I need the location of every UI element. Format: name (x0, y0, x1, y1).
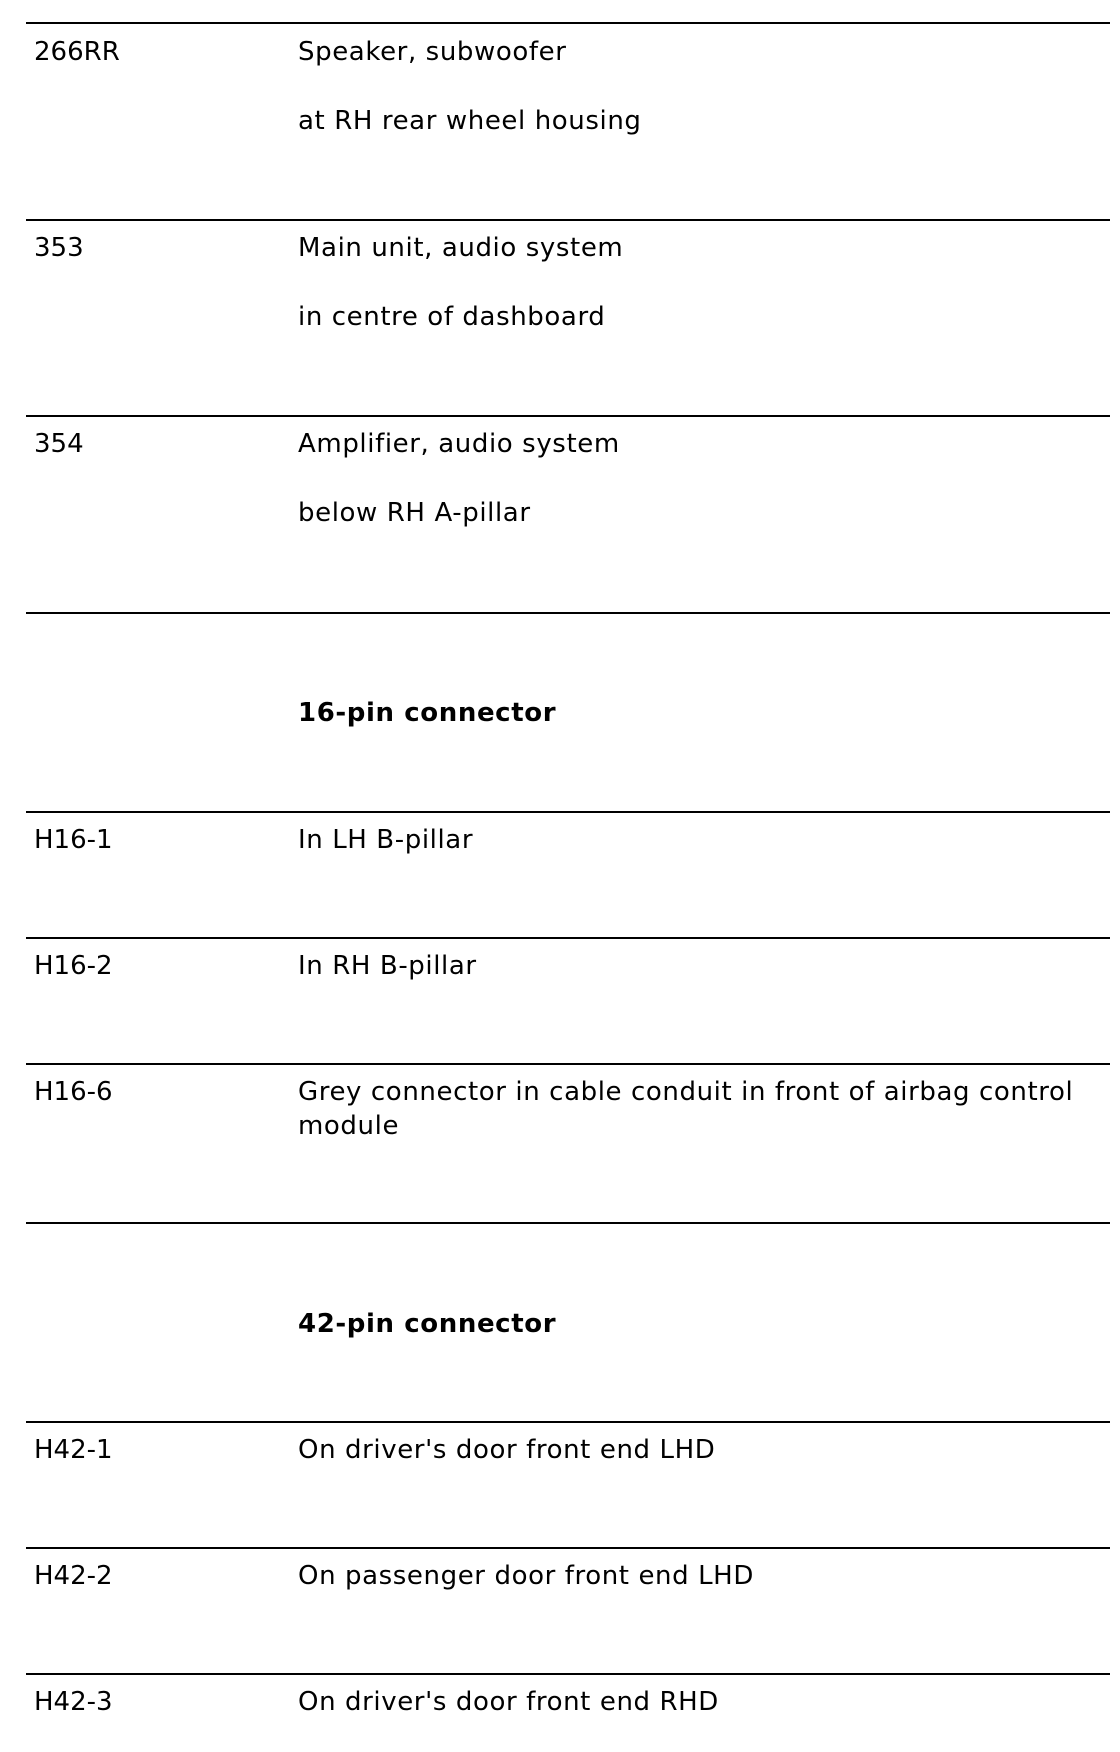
section-heading: 42-pin connector (298, 1309, 557, 1339)
component-description: Speaker, subwoofer (298, 37, 567, 67)
row-divider (26, 612, 1110, 614)
component-code: 353 (34, 233, 84, 263)
row-divider (26, 415, 1110, 417)
row-divider (26, 219, 1110, 221)
row-divider (26, 22, 1110, 24)
row-divider (26, 937, 1110, 939)
connector-code: H42-2 (34, 1561, 113, 1591)
connector-code: H42-1 (34, 1435, 113, 1465)
component-code: 354 (34, 429, 84, 459)
component-location: below RH A-pillar (298, 498, 531, 528)
row-divider (26, 1063, 1110, 1065)
row-divider (26, 1421, 1110, 1423)
connector-location: On passenger door front end LHD (298, 1561, 754, 1591)
connector-location: On driver's door front end RHD (298, 1687, 719, 1717)
connector-code: H16-1 (34, 825, 113, 855)
connector-location: Grey connector in cable conduit in front of airbag control module (298, 1077, 1074, 1141)
connector-location: In LH B-pillar (298, 825, 474, 855)
component-description: Amplifier, audio system (298, 429, 620, 459)
connector-code: H16-2 (34, 951, 113, 981)
section-heading: 16-pin connector (298, 698, 557, 728)
connector-location: On driver's door front end LHD (298, 1435, 716, 1465)
connector-code: H16-6 (34, 1077, 113, 1107)
row-divider (26, 1222, 1110, 1224)
row-divider (26, 1547, 1110, 1549)
connector-code: H42-3 (34, 1687, 113, 1717)
component-location: at RH rear wheel housing (298, 106, 642, 136)
connector-location: In RH B-pillar (298, 951, 477, 981)
component-description: Main unit, audio system (298, 233, 624, 263)
component-code: 266RR (34, 37, 120, 67)
component-location: in centre of dashboard (298, 302, 606, 332)
row-divider (26, 811, 1110, 813)
row-divider (26, 1673, 1110, 1675)
